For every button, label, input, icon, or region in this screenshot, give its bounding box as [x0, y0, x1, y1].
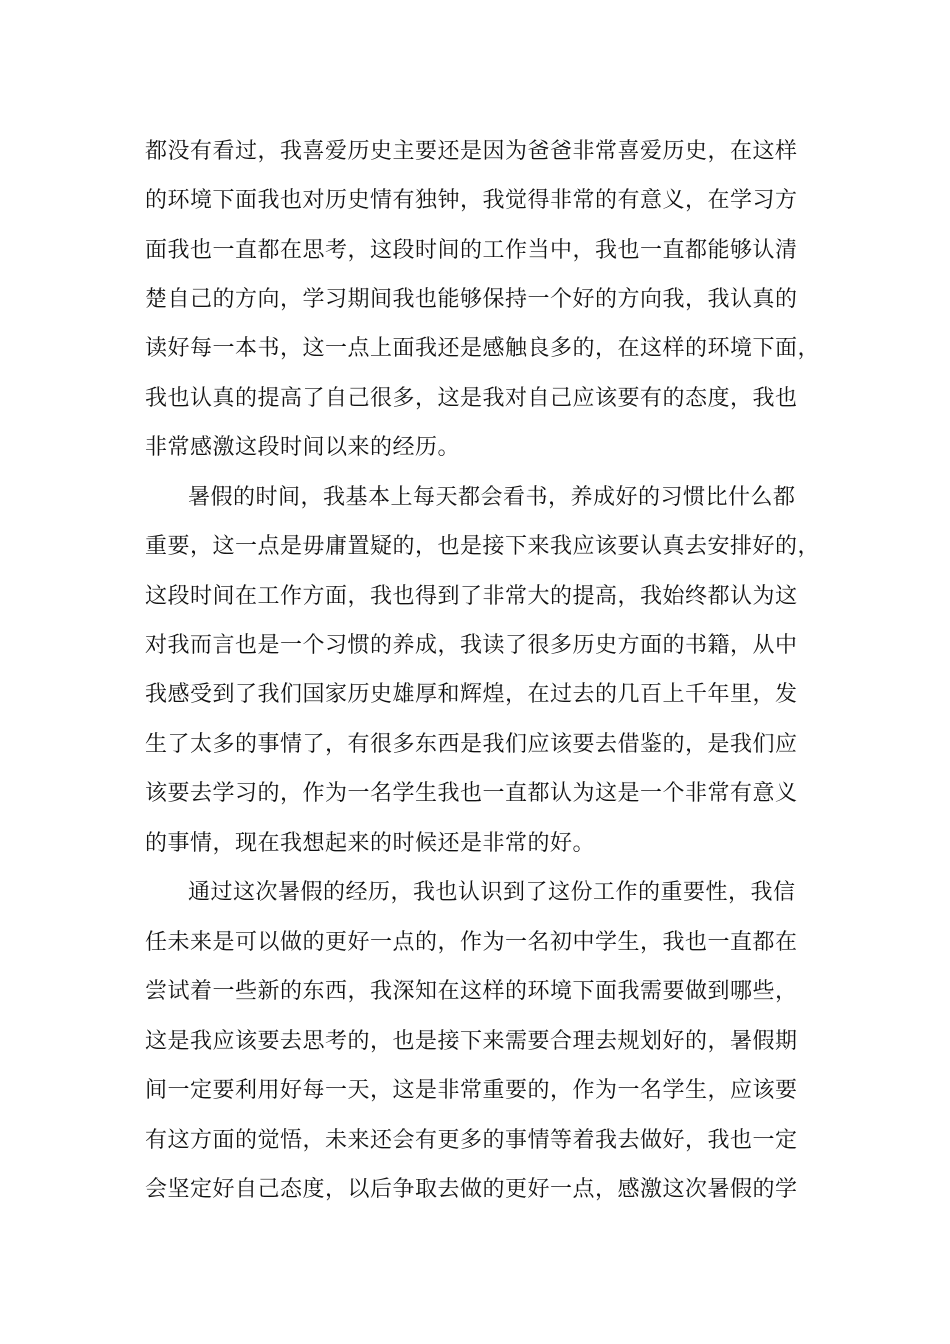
text-line: 非常感激这段时间以来的经历。 [145, 435, 461, 460]
text-line: 面我也一直都在思考，这段时间的工作当中，我也一直都能够认清 [145, 238, 798, 263]
text-line: 生了太多的事情了，有很多东西是我们应该要去借鉴的，是我们应 [145, 732, 798, 757]
text-line: 这是我应该要去思考的，也是接下来需要合理去规划好的，暑假期 [145, 1029, 798, 1054]
text-line: 间一定要利用好每一天，这是非常重要的，作为一名学生，应该要 [145, 1078, 798, 1103]
text-line: 我也认真的提高了自己很多，这是我对自己应该要有的态度，我也 [145, 386, 798, 411]
text-line: 尝试着一些新的东西，我深知在这样的环境下面我需要做到哪些， [145, 979, 798, 1004]
text-line: 这段时间在工作方面，我也得到了非常大的提高，我始终都认为这 [145, 584, 798, 609]
text-line: 都没有看过，我喜爱历史主要还是因为爸爸非常喜爱历史，在这样 [145, 139, 798, 164]
text-line: 会坚定好自己态度，以后争取去做的更好一点，感激这次暑假的学 [145, 1177, 798, 1202]
text-line: 我感受到了我们国家历史雄厚和辉煌，在过去的几百上千年里，发 [145, 682, 798, 707]
text-line: 楚自己的方向，学习期间我也能够保持一个好的方向我，我认真的 [145, 287, 798, 312]
text-line: 读好每一本书，这一点上面我还是感触良多的，在这样的环境下面， [145, 336, 821, 361]
text-line: 重要，这一点是毋庸置疑的，也是接下来我应该要认真去安排好的， [145, 534, 821, 559]
text-line: 该要去学习的，作为一名学生我也一直都认为这是一个非常有意义 [145, 781, 798, 806]
text-line: 的事情，现在我想起来的时候还是非常的好。 [145, 831, 596, 856]
text-line: 任未来是可以做的更好一点的，作为一名初中学生，我也一直都在 [145, 930, 798, 955]
text-line: 的环境下面我也对历史情有独钟，我觉得非常的有意义，在学习方 [145, 188, 798, 213]
paragraph-first-line: 暑假的时间，我基本上每天都会看书，养成好的习惯比什么都 [188, 485, 796, 510]
text-line: 对我而言也是一个习惯的养成，我读了很多历史方面的书籍，从中 [145, 633, 798, 658]
paragraph-first-line: 通过这次暑假的经历，我也认识到了这份工作的重要性，我信 [188, 880, 796, 905]
text-line: 有这方面的觉悟，未来还会有更多的事情等着我去做好，我也一定 [145, 1128, 798, 1153]
